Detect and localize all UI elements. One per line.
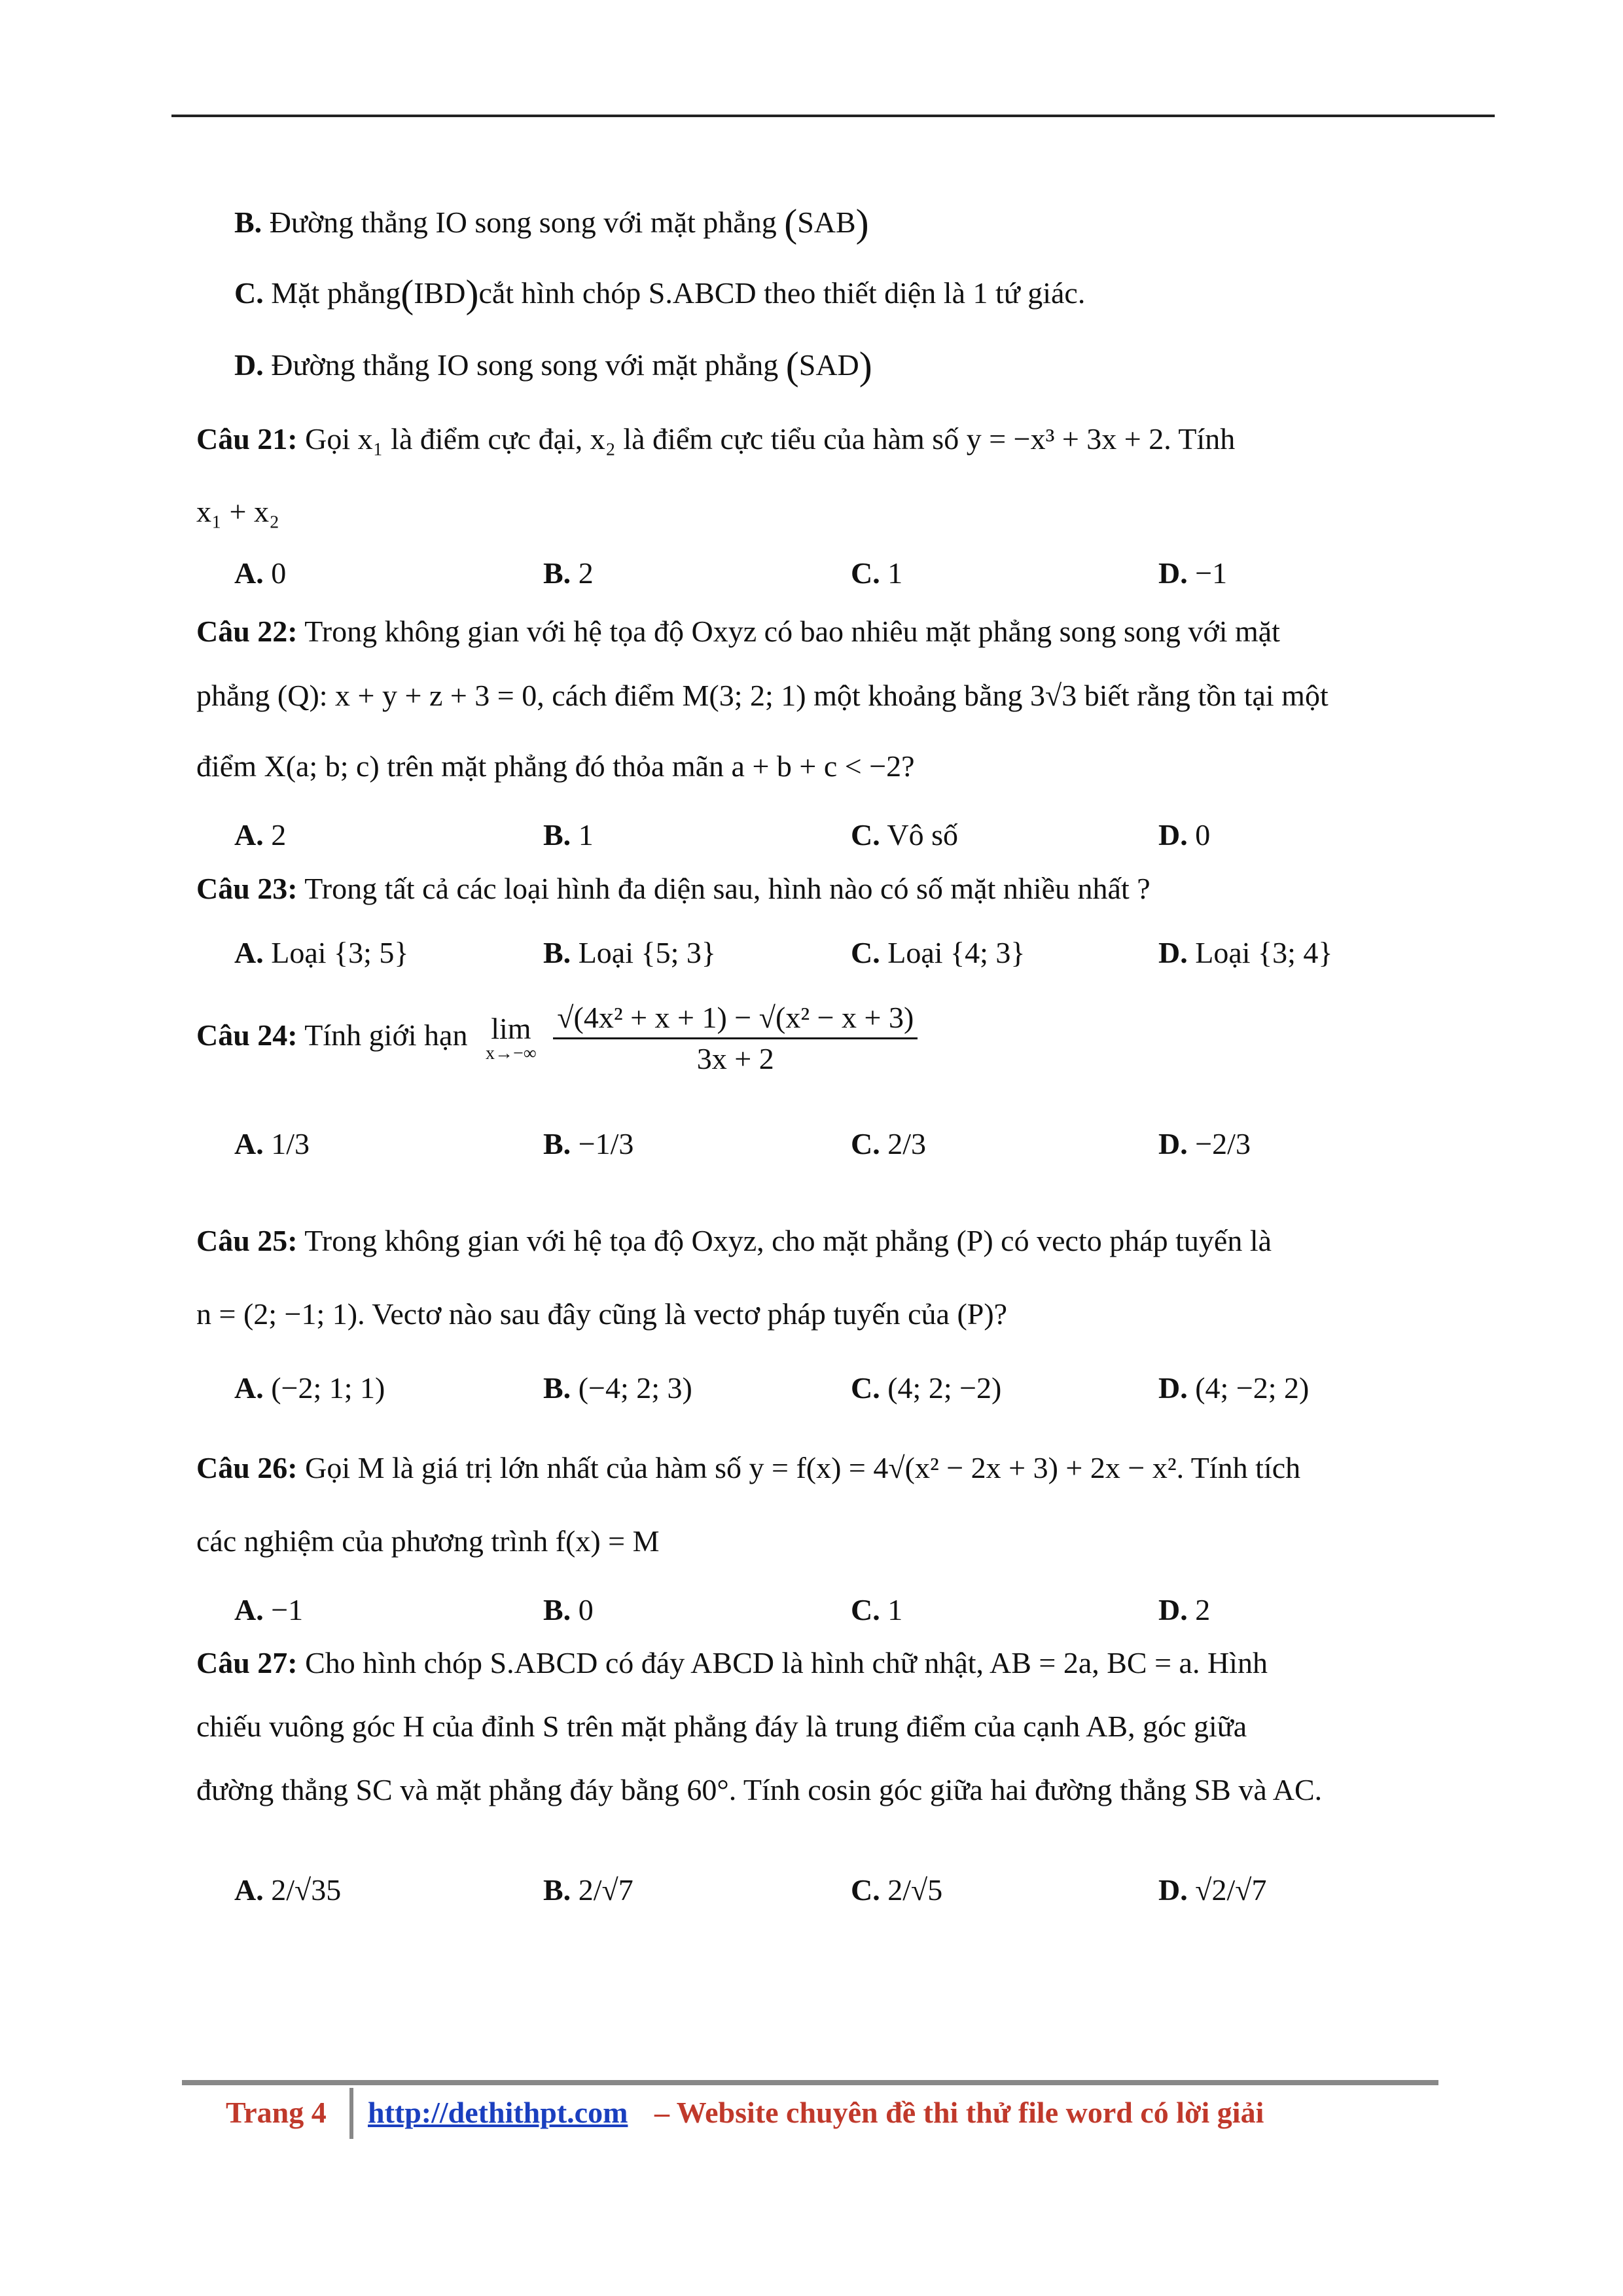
q22-option-d[interactable]: D. 0 [1158,818,1211,852]
q23-option-b[interactable]: B. Loại {5; 3} [543,936,716,969]
q23-stem: Câu 23: Trong tất cả các loại hình đa diện sau, hình nào có số mặt nhiều nhất ? [196,872,1150,905]
q21-option-d[interactable]: D. −1 [1158,556,1228,590]
q25-option-c[interactable]: C. (4; 2; −2) [851,1371,1002,1405]
q27-stem-line1: Câu 27: Cho hình chóp S.ABCD có đáy ABCD là hình chữ nhật, AB = 2a, BC = a. Hình [196,1646,1268,1679]
q24-option-b[interactable]: B. −1/3 [543,1127,634,1160]
q21-label: Câu 21: [196,422,298,456]
q21-stem-line1: Câu 21: Gọi x₁ là điểm cực đại, x₂ là điểm cực tiểu của hàm số y = −x³ + 3x + 2. Tính [196,422,1236,456]
q25-stem-line2: n = (2; −1; 1). Vectơ nào sau đây cũng là vectơ pháp tuyến của (P)? [196,1297,1008,1331]
q24-fraction: $\frac{\text{√(4x² + x + 1) − √(x² − x + 3)}}{3x + 2}$ [553,998,918,1079]
footer-rule [182,2080,1438,2085]
q24-option-d[interactable]: D. −2/3 [1158,1127,1251,1160]
q22-stem-line3: điểm X(a; b; c) trên mặt phẳng đó thỏa mãn a + b + c < −2? [196,749,915,783]
q20-option-c: C. Mặt phẳng(IBD)cắt hình chóp S.ABCD theo thiết diện là 1 tứ giác. [234,272,1086,315]
q22-option-a[interactable]: A. 2 [234,818,287,852]
q27-option-b[interactable]: B. 2/√7 [543,1873,633,1907]
q25-option-a[interactable]: A. (−2; 1; 1) [234,1371,385,1405]
q22-option-b[interactable]: B. 1 [543,818,594,852]
q25-option-b[interactable]: B. (−4; 2; 3) [543,1371,692,1405]
q22-stem-line1: Câu 22: Trong không gian với hệ tọa độ Oxyz có bao nhiêu mặt phẳng song song với mặt [196,615,1280,648]
q23-option-a[interactable]: A. Loại {3; 5} [234,936,409,969]
q21-option-a[interactable]: A. 0 [234,556,287,590]
q26-option-c[interactable]: C. 1 [851,1593,903,1626]
q27-option-a[interactable]: A. 2/√35 [234,1873,342,1907]
q26-stem-line2: các nghiệm của phương trình f(x) = M [196,1524,660,1558]
q27-stem-line2: chiếu vuông góc H của đỉnh S trên mặt phẳng đáy là trung điểm của cạnh AB, góc giữa [196,1710,1247,1743]
q23-option-c[interactable]: C. Loại {4; 3} [851,936,1026,969]
q22-stem-line2: phẳng (Q): x + y + z + 3 = 0, cách điểm M(3; 2; 1) một khoảng bằng 3√3 biết rằng tồn tại một [196,679,1329,712]
q25-stem-line1: Câu 25: Trong không gian với hệ tọa độ Oxyz, cho mặt phẳng (P) có vecto pháp tuyến là [196,1224,1272,1257]
top-rule [171,115,1495,117]
q27-stem-line3: đường thẳng SC và mặt phẳng đáy bằng 60°. Tính cosin góc giữa hai đường thẳng SB và AC. [196,1773,1323,1806]
q26-stem-line1: Câu 26: Gọi M là giá trị lớn nhất của hàm số y = f(x) = 4√(x² − 2x + 3) + 2x − x². Tính tích [196,1451,1301,1484]
q23-option-d[interactable]: D. Loại {3; 4} [1158,936,1333,969]
q24-option-a[interactable]: A. 1/3 [234,1127,310,1160]
q26-option-b[interactable]: B. 0 [543,1593,594,1626]
q24-option-c[interactable]: C. 2/3 [851,1127,927,1160]
q21-option-c[interactable]: C. 1 [851,556,903,590]
footer-separator [349,2088,353,2139]
q27-option-c[interactable]: C. 2/√5 [851,1873,943,1907]
q26-option-a[interactable]: A. −1 [234,1593,304,1626]
q24-stem: Câu 24: Tính giới hạn lim x→−∞ $\frac{\text{√(4x² + x + 1) − √(x² − x + 3)}}{3x + 2}$ [196,998,920,1079]
q26-option-d[interactable]: D. 2 [1158,1593,1211,1626]
q21-option-b[interactable]: B. 2 [543,556,594,590]
footer-page-number: Trang 4 [226,2096,327,2129]
q20-option-d: D. Đường thẳng IO song song với mặt phẳng (SAD) [234,344,872,387]
q22-option-c[interactable]: C. Vô số [851,818,959,852]
footer-tagline: – Website chuyên đề thi thử file word có lời giải [654,2096,1264,2129]
footer-website-link[interactable]: http://dethithpt.com [368,2096,628,2129]
q21-stem-line2: x₁ + x₂ [196,495,280,528]
q25-option-d[interactable]: D. (4; −2; 2) [1158,1371,1310,1405]
q27-option-d[interactable]: D. √2/√7 [1158,1873,1267,1907]
q20-option-b: B. Đường thẳng IO song song với mặt phẳng (SAB) [234,202,869,245]
q24-lim: lim x→−∞ [485,1011,537,1064]
